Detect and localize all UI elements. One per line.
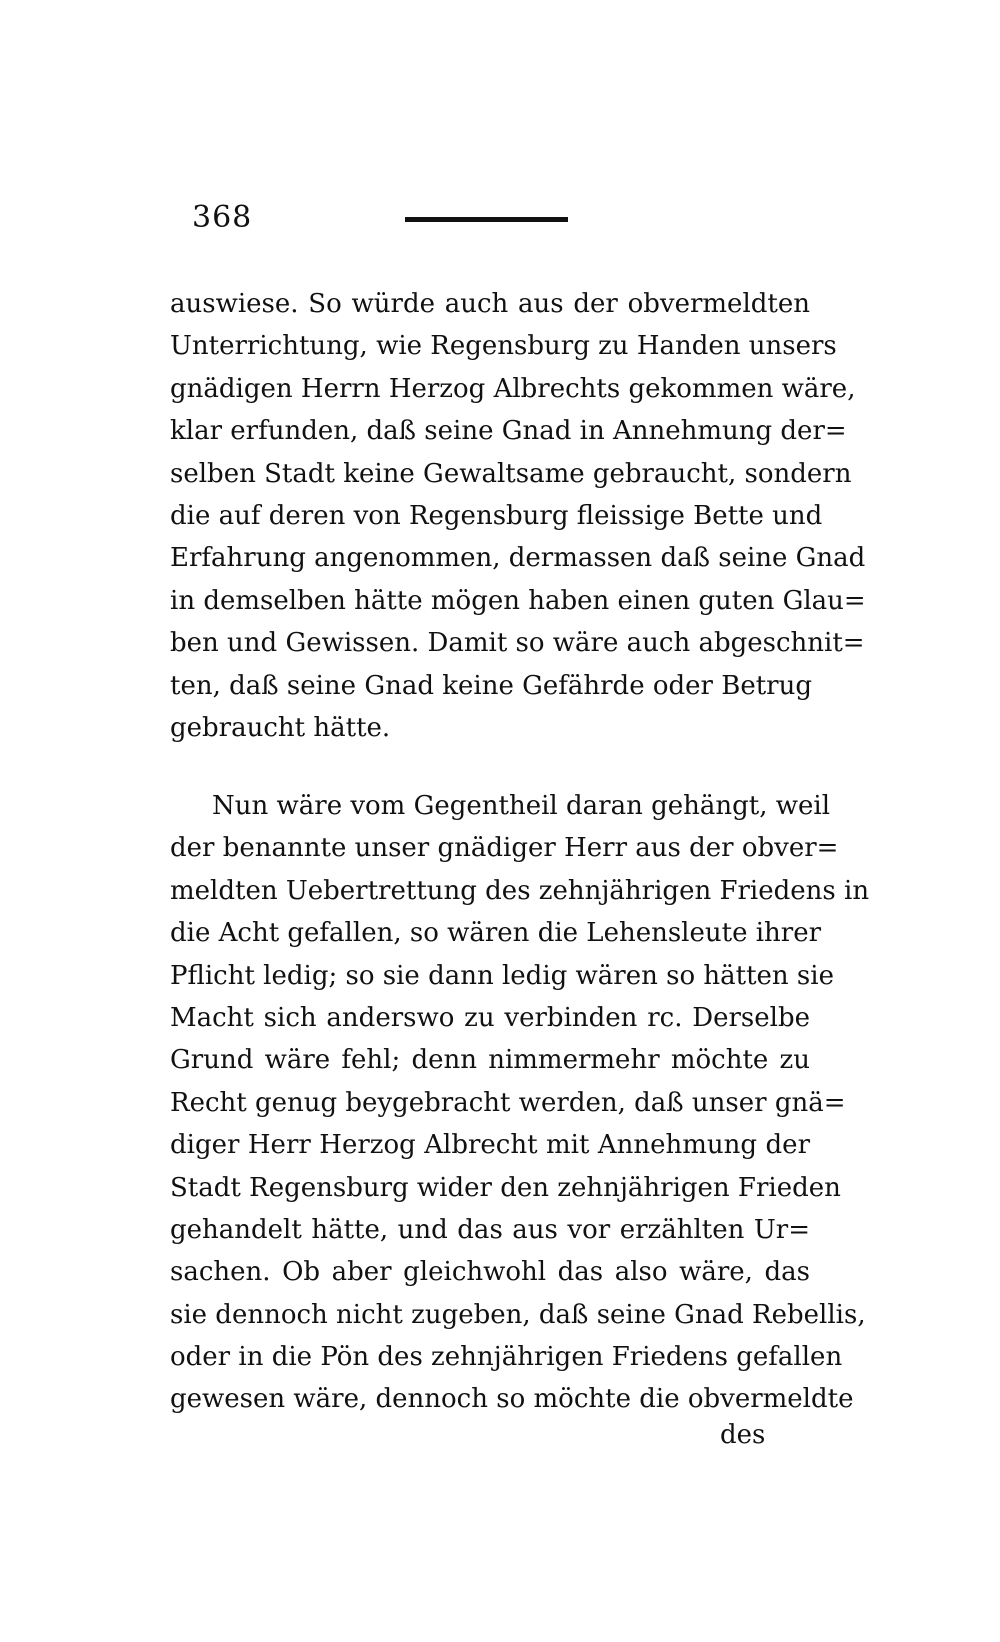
text-line: Nun wäre vom Gegentheil daran gehängt, weil: [212, 791, 831, 821]
text-line: diger Herr Herzog Albrecht mit Annehmung der: [170, 1130, 810, 1161]
text-line: meldten Uebertrettung des zehnjährigen Friedens in: [170, 875, 870, 906]
text-line: Stadt Regensburg wider den zehnjährigen Frieden: [170, 1172, 841, 1203]
text-line: gnädigen Herrn Herzog Albrechts gekommen wäre,: [170, 373, 856, 404]
text-line: klar erfunden, daß seine Gnad in Annehmung der=: [170, 416, 847, 447]
text-line: die auf deren von Regensburg fleissige Bette und: [170, 500, 823, 531]
header-rule: [405, 217, 568, 222]
text-line: Unterrichtung, wie Regensburg zu Handen unsers: [170, 331, 837, 362]
page-number: 368: [192, 200, 253, 235]
text-line: in demselben hätte mögen haben einen guten Glau=: [170, 585, 866, 616]
text-line: oder in die Pön des zehnjährigen Friedens gefallen: [170, 1342, 843, 1373]
text-line: auswiese. So würde auch aus der obvermeldten: [170, 289, 810, 319]
text-line: der benannte unser gnädiger Herr aus der obver=: [170, 833, 839, 864]
text-line: selben Stadt keine Gewaltsame gebraucht, sondern: [170, 458, 852, 489]
text-line: gebraucht hätte.: [170, 712, 391, 743]
text-line: sachen. Ob aber gleichwohl das also wäre, das: [170, 1257, 810, 1288]
text-line: Macht sich anderswo zu verbinden rc. Derselbe: [170, 1002, 810, 1033]
text-line: die Acht gefallen, so wären die Lehensleute ihrer: [170, 918, 822, 949]
text-line: Grund wäre fehl; denn nimmermehr möchte zu: [170, 1045, 810, 1076]
text-line: gewesen wäre, dennoch so möchte die obvermeldte: [170, 1384, 854, 1415]
text-line: Recht genug beygebracht werden, daß unser gnä=: [170, 1087, 846, 1118]
text-line: Erfahrung angenommen, dermassen daß seine Gnad: [170, 543, 866, 574]
text-line: ten, daß seine Gnad keine Gefährde oder Betrug: [170, 670, 812, 701]
paragraph-2: [170, 785, 870, 1421]
text-line: ben und Gewissen. Damit so wäre auch abgeschnit=: [170, 628, 865, 659]
catchword: des: [720, 1420, 766, 1450]
paragraph-1: [170, 283, 866, 749]
text-line: gehandelt hätte, und das aus vor erzählten Ur=: [170, 1214, 810, 1245]
text-line: Pflicht ledig; so sie dann ledig wären so hätten sie: [170, 960, 834, 991]
text-line: sie dennoch nicht zugeben, daß seine Gnad Rebellis,: [170, 1299, 866, 1330]
